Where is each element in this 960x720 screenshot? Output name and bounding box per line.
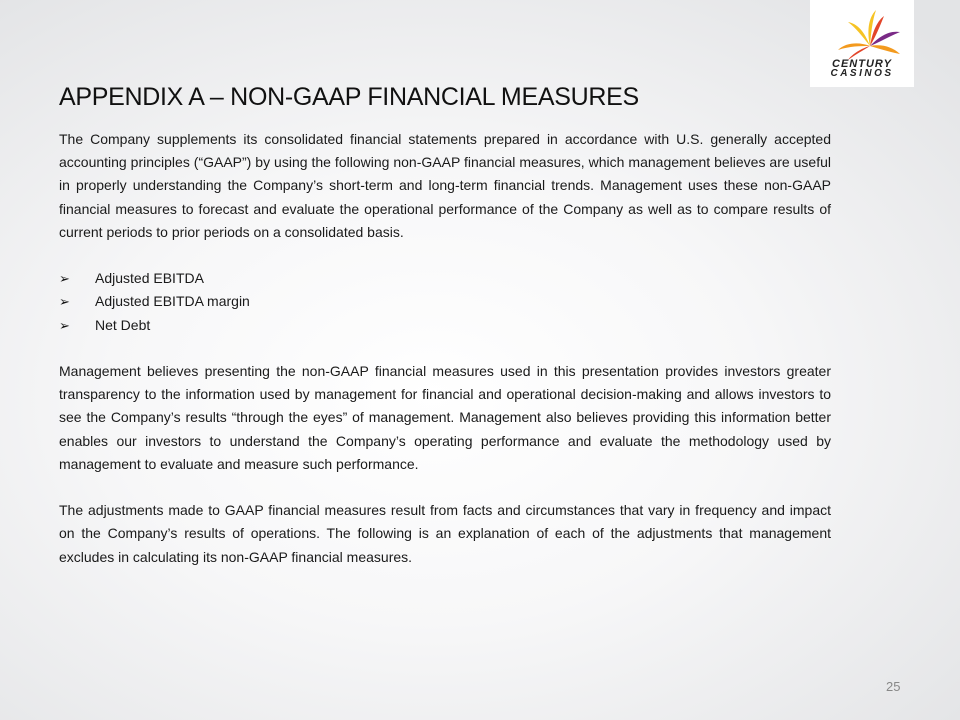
- spacer: [59, 244, 831, 267]
- list-item-label: Adjusted EBITDA: [95, 270, 204, 287]
- logo-wordmark-casinos: CASINOS: [830, 68, 894, 79]
- adjustments-paragraph: The adjustments made to GAAP financial measures result from facts and circumstances that vary in frequency and impact on the Company’s results of operations. The following is an explanation of each of the adjustments that management excludes in calculating its non-GAAP financial measures.: [59, 502, 831, 565]
- list-item: [59, 267, 831, 290]
- spacer: [59, 476, 831, 499]
- list-item: [59, 290, 831, 313]
- arrow-bullet-icon: ➢: [59, 294, 70, 310]
- century-casinos-logo: [810, 0, 914, 87]
- list-item-label: Adjusted EBITDA margin: [95, 293, 250, 310]
- intro-paragraph: The Company supplements its consolidated financial statements prepared in accordance with U.S. generally accepted accounting principles (“GAAP”) by using the following non-GAAP financial measures, which management believes are useful in properly understanding the Company’s short-term and long-term financial trends. Management uses these non-GAAP financial measures to forecast and evaluate the operational performance of the Company as well as to compare results of current periods to prior periods on a consolidated basis.: [59, 131, 831, 240]
- page-number: 25: [886, 679, 901, 694]
- arrow-bullet-icon: ➢: [59, 317, 70, 333]
- arrow-bullet-icon: ➢: [59, 271, 70, 287]
- logo-wordmark-century: CENTURY: [832, 58, 892, 70]
- spacer: [59, 337, 831, 360]
- list-item-label: Net Debt: [95, 316, 151, 333]
- starburst-icon: [810, 0, 914, 60]
- list-item: [59, 314, 831, 337]
- slide-body: [59, 128, 831, 569]
- management-paragraph: Management believes presenting the non-GAAP financial measures used in this presentation provides investors greater transparency to the information used by management for financial and operational decision-making and allows investors to see the Company’s results “through the eyes” of management. Management also believes providing this information better enables our investors to understand the Company’s operating performance and evaluate the methodology used by management to evaluate and measure such performance.: [59, 362, 831, 472]
- slide-title: APPENDIX A – NON-GAAP FINANCIAL MEASURES: [59, 83, 639, 111]
- measures-list: [59, 267, 831, 337]
